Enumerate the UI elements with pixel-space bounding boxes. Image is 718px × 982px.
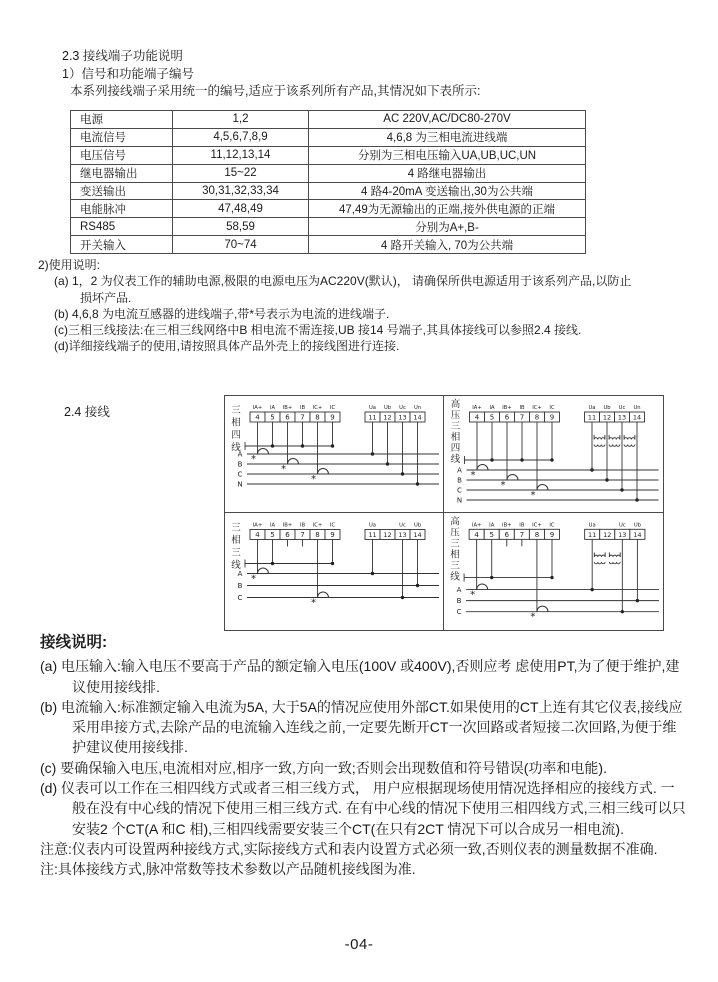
svg-text:Ub: Ub <box>633 522 641 529</box>
svg-text:IA+: IA+ <box>252 405 263 411</box>
wiring-notes <box>40 633 688 880</box>
svg-text:三: 三 <box>231 547 241 559</box>
terminal-table-row <box>71 164 586 182</box>
svg-text:*: * <box>470 589 476 601</box>
terminal-table-cell: 58,59 <box>173 218 309 236</box>
svg-text:A: A <box>457 466 462 475</box>
terminal-table-cell: 电源 <box>71 111 173 129</box>
terminal-table-cell: 分别为A+,B- <box>309 218 586 236</box>
svg-text:7: 7 <box>300 413 305 422</box>
usage-item: (b) 4,6,8 为电流互感器的进线端子,带*号表示为电流的进线端子. <box>54 306 390 321</box>
terminal-table-cell: 4 路开关输入, 70为公共端 <box>309 236 586 254</box>
wiring-note-item: (b) 电流输入:标准额定输入电流为5A, 大于5A的情况应使用外部CT.如果使用的CT上连有其它仪表,接线应采用串接方式,去除产品的电流输入连线之前,一定要先断开CT一次回路或者短接二次回路,为便于维护建议使用接线排. <box>40 698 683 756</box>
wiring-note-item: (c) 要确保输入电压,电流相对应,相序一致,方向一致;否则会出现数值和符号错误(功率和电能). <box>40 759 607 776</box>
terminal-table-row <box>71 111 586 129</box>
terminal-table-cell: 70~74 <box>173 236 309 254</box>
svg-text:14: 14 <box>413 413 422 422</box>
svg-text:C: C <box>237 470 243 479</box>
svg-text:5: 5 <box>489 413 495 422</box>
terminal-table-row <box>71 182 586 200</box>
svg-text:9: 9 <box>330 413 335 422</box>
svg-text:9: 9 <box>549 529 555 539</box>
svg-text:IC: IC <box>329 522 336 529</box>
svg-text:*: * <box>530 611 536 623</box>
svg-text:四: 四 <box>450 443 461 454</box>
svg-text:13: 13 <box>618 530 627 539</box>
svg-text:三: 三 <box>450 560 460 572</box>
svg-text:11: 11 <box>588 530 597 539</box>
svg-text:高: 高 <box>450 516 460 528</box>
svg-text:12: 12 <box>602 413 612 422</box>
svg-text:A: A <box>237 570 243 578</box>
svg-text:IB: IB <box>299 405 306 411</box>
svg-text:相: 相 <box>450 432 461 443</box>
svg-text:Ub: Ub <box>383 405 392 411</box>
svg-text:*: * <box>530 490 536 501</box>
svg-text:IC: IC <box>549 522 555 529</box>
terminal-table-cell: 11,12,13,14 <box>173 146 309 164</box>
svg-text:IB+: IB+ <box>282 522 293 529</box>
svg-text:C: C <box>456 607 462 617</box>
svg-text:A: A <box>456 585 462 595</box>
wiring-note-item: 注意:仪表内可设置两种接线方式,实际接线方式和表内设置方式必须一致,否则仪表的测量数据不准确. <box>40 840 658 857</box>
svg-text:四: 四 <box>231 430 241 441</box>
svg-text:14: 14 <box>413 531 422 540</box>
svg-text:12: 12 <box>603 530 612 539</box>
top-headings <box>62 48 480 101</box>
svg-text:5: 5 <box>270 413 275 422</box>
svg-text:Ua: Ua <box>588 405 596 411</box>
svg-text:6: 6 <box>285 413 290 422</box>
wiring-diagram-three-phase-three-wire <box>225 513 444 630</box>
svg-text:Uc: Uc <box>399 405 406 411</box>
svg-text:B: B <box>237 460 243 469</box>
svg-text:Uc: Uc <box>399 522 406 529</box>
svg-text:Un: Un <box>633 405 641 411</box>
svg-text:12: 12 <box>383 413 392 422</box>
svg-text:IC+: IC+ <box>532 522 542 529</box>
svg-text:7: 7 <box>300 531 305 540</box>
subsection-1-heading: 1）信号和功能端子编号 <box>62 66 194 81</box>
svg-text:8: 8 <box>534 529 540 539</box>
svg-text:12: 12 <box>383 531 392 540</box>
terminal-table-cell: 4,5,6,7,8,9 <box>173 128 309 146</box>
svg-text:7: 7 <box>519 529 525 539</box>
usage-item: (d)详细接线端子的使用,请按照具体产品外壳上的接线图进行连接. <box>54 339 400 354</box>
svg-text:Uc: Uc <box>618 522 626 529</box>
svg-text:*: * <box>311 597 316 609</box>
svg-text:6: 6 <box>504 413 510 422</box>
wiring-diagram-hv-three-phase-four-wire <box>444 396 663 513</box>
svg-text:线: 线 <box>450 571 460 583</box>
svg-text:IC+: IC+ <box>312 522 323 529</box>
svg-text:6: 6 <box>504 529 510 539</box>
terminal-table-row <box>71 236 586 254</box>
svg-text:*: * <box>251 573 256 585</box>
terminal-table-cell: 开关输入 <box>71 236 173 254</box>
table-intro-text: 本系列接线端子采用统一的编号,适应于该系列所有产品,其情况如下表所示: <box>70 84 481 98</box>
svg-text:IC+: IC+ <box>312 405 323 411</box>
terminal-table-cell: 电流信号 <box>71 128 173 146</box>
svg-text:11: 11 <box>368 531 377 540</box>
svg-text:*: * <box>500 480 506 491</box>
svg-text:11: 11 <box>368 413 377 422</box>
svg-text:IB+: IB+ <box>282 405 293 411</box>
wiring-notes-title: 接线说明: <box>40 634 108 651</box>
svg-text:A: A <box>237 450 243 459</box>
terminal-table-cell: 4 路4-20mA 变送输出,30为公共端 <box>309 182 586 200</box>
svg-text:压: 压 <box>450 410 461 421</box>
svg-text:IB: IB <box>299 522 306 529</box>
svg-text:14: 14 <box>633 530 642 539</box>
svg-text:Uc: Uc <box>618 405 626 411</box>
usage-instructions <box>38 257 642 355</box>
svg-text:9: 9 <box>330 531 335 540</box>
svg-text:4: 4 <box>474 529 479 539</box>
svg-text:13: 13 <box>617 413 627 422</box>
svg-text:三: 三 <box>450 421 461 432</box>
svg-text:6: 6 <box>285 531 290 540</box>
wiring-diagrams-grid <box>224 395 664 631</box>
svg-text:N: N <box>456 496 463 505</box>
svg-text:5: 5 <box>489 529 494 539</box>
svg-text:IC: IC <box>329 405 336 411</box>
svg-text:8: 8 <box>315 413 320 422</box>
svg-text:Ub: Ub <box>413 522 422 529</box>
wiring-note-item: (d) 仪表可以工作在三相四线方式或者三相三线方式， 用户应根据现场使用情况选择相应的接线方式. 一般在没有中心线的情况下使用三相三线方式. 在有中心线的情况下使用三相四线方式,三相三线可以只安装2 个CT(A 和C 相),三相四线需要安装三个CT(在只有2CT 情况下可以合成另一相电流). <box>40 780 686 837</box>
svg-text:N: N <box>237 480 243 489</box>
svg-text:13: 13 <box>398 413 407 422</box>
wiring-note-item: (a) 电压输入:输入电压不要高于产品的额定输入电压(100V 或400V),否则应考 虑使用PT,为了便于维护,建议使用接线排. <box>40 658 680 695</box>
svg-text:14: 14 <box>632 413 642 422</box>
svg-text:Ua: Ua <box>369 522 376 529</box>
terminal-table-cell: 1,2 <box>173 111 309 129</box>
svg-text:4: 4 <box>255 413 260 422</box>
svg-text:C: C <box>457 486 462 495</box>
svg-text:压: 压 <box>450 527 460 539</box>
usage-section-title: 2)使用说明: <box>38 258 101 272</box>
svg-text:9: 9 <box>549 413 555 422</box>
terminal-table-cell: 47,48,49 <box>173 200 309 218</box>
svg-text:*: * <box>251 454 256 465</box>
svg-text:IC+: IC+ <box>532 405 542 411</box>
svg-text:IB: IB <box>519 522 525 529</box>
svg-text:Ua: Ua <box>588 522 596 529</box>
svg-text:8: 8 <box>534 413 540 422</box>
svg-text:B: B <box>457 476 462 485</box>
svg-text:IA: IA <box>269 522 276 529</box>
svg-text:IA: IA <box>269 405 276 411</box>
svg-text:IB: IB <box>519 405 525 411</box>
wiring-diagram-hv-three-phase-three-wire <box>444 513 663 630</box>
svg-text:IA: IA <box>489 405 495 411</box>
svg-text:IA+: IA+ <box>472 405 482 411</box>
svg-text:相: 相 <box>450 549 460 561</box>
usage-item: (c)三相三线接法:在三相三线网络中B 相电流不需连接,UB 接14 号端子,其具体接线可以参照2.4 接线. <box>54 323 582 338</box>
terminal-table-row <box>71 200 586 218</box>
terminal-table-cell: 4,6,8 为三相电流进线端 <box>309 128 586 146</box>
wiring-diagram-three-phase-four-wire <box>225 396 444 513</box>
svg-text:线: 线 <box>231 560 241 571</box>
svg-text:相: 相 <box>231 535 241 546</box>
svg-text:4: 4 <box>255 531 260 540</box>
terminal-table-cell: 30,31,32,33,34 <box>173 182 309 200</box>
terminal-table-row <box>71 128 586 146</box>
svg-text:三: 三 <box>231 522 241 534</box>
svg-text:*: * <box>470 470 476 481</box>
terminal-table-cell: 4 路继电器输出 <box>309 164 586 182</box>
svg-text:相: 相 <box>231 417 241 429</box>
terminal-table-cell: 电压信号 <box>71 146 173 164</box>
svg-text:高: 高 <box>450 399 461 410</box>
terminal-table-cell: AC 220V,AC/DC80-270V <box>309 111 586 129</box>
terminal-table-cell: 变送输出 <box>71 182 173 200</box>
svg-text:11: 11 <box>587 413 597 422</box>
svg-text:Ub: Ub <box>603 405 611 411</box>
svg-text:三: 三 <box>450 538 460 550</box>
svg-text:5: 5 <box>270 531 275 540</box>
svg-text:IA: IA <box>489 522 495 529</box>
terminal-table-cell: 47,49为无源输出的正端,接外供电源的正端 <box>309 200 586 218</box>
svg-text:7: 7 <box>519 413 525 422</box>
wiring-note-item: 注:具体接线方式,脉冲常数等技术参数以产品随机接线图为准. <box>40 861 416 878</box>
svg-text:线: 线 <box>450 454 461 465</box>
svg-text:IA+: IA+ <box>471 522 482 529</box>
svg-text:B: B <box>456 596 462 606</box>
svg-text:*: * <box>311 474 316 485</box>
section-2-3-heading: 2.3 接线端子功能说明 <box>62 49 183 63</box>
svg-text:Ua: Ua <box>369 405 376 411</box>
page-number: -04- <box>344 936 374 953</box>
svg-text:*: * <box>281 464 286 475</box>
svg-text:13: 13 <box>398 531 407 540</box>
terminal-table-cell: RS485 <box>71 218 173 236</box>
terminal-table-cell: 继电器输出 <box>71 164 173 182</box>
terminal-table-cell: 电能脉冲 <box>71 200 173 218</box>
terminal-table-row <box>71 218 586 236</box>
terminal-table-cell: 分别为三相电压输入UA,UB,UC,UN <box>309 146 586 164</box>
svg-text:4: 4 <box>474 413 480 422</box>
terminal-function-table <box>70 110 586 254</box>
svg-text:B: B <box>237 582 243 590</box>
terminal-table-cell: 15~22 <box>173 164 309 182</box>
svg-text:三: 三 <box>231 405 241 416</box>
svg-text:IB+: IB+ <box>502 405 512 411</box>
section-2-4-heading: 2.4 接线 <box>64 405 110 419</box>
svg-text:C: C <box>237 594 243 602</box>
svg-text:8: 8 <box>315 531 320 540</box>
usage-item: (a) 1，2 为仪表工作的辅助电源,极限的电源电压为AC220V(默认)， 请确保所供电源适用于该系列产品,以防止损坏产品. <box>54 274 632 305</box>
terminal-table-row <box>71 146 586 164</box>
svg-text:IC: IC <box>549 405 555 411</box>
svg-text:IB+: IB+ <box>502 522 512 529</box>
svg-text:Un: Un <box>413 405 422 411</box>
svg-text:线: 线 <box>231 442 241 454</box>
svg-text:IA+: IA+ <box>252 522 263 529</box>
